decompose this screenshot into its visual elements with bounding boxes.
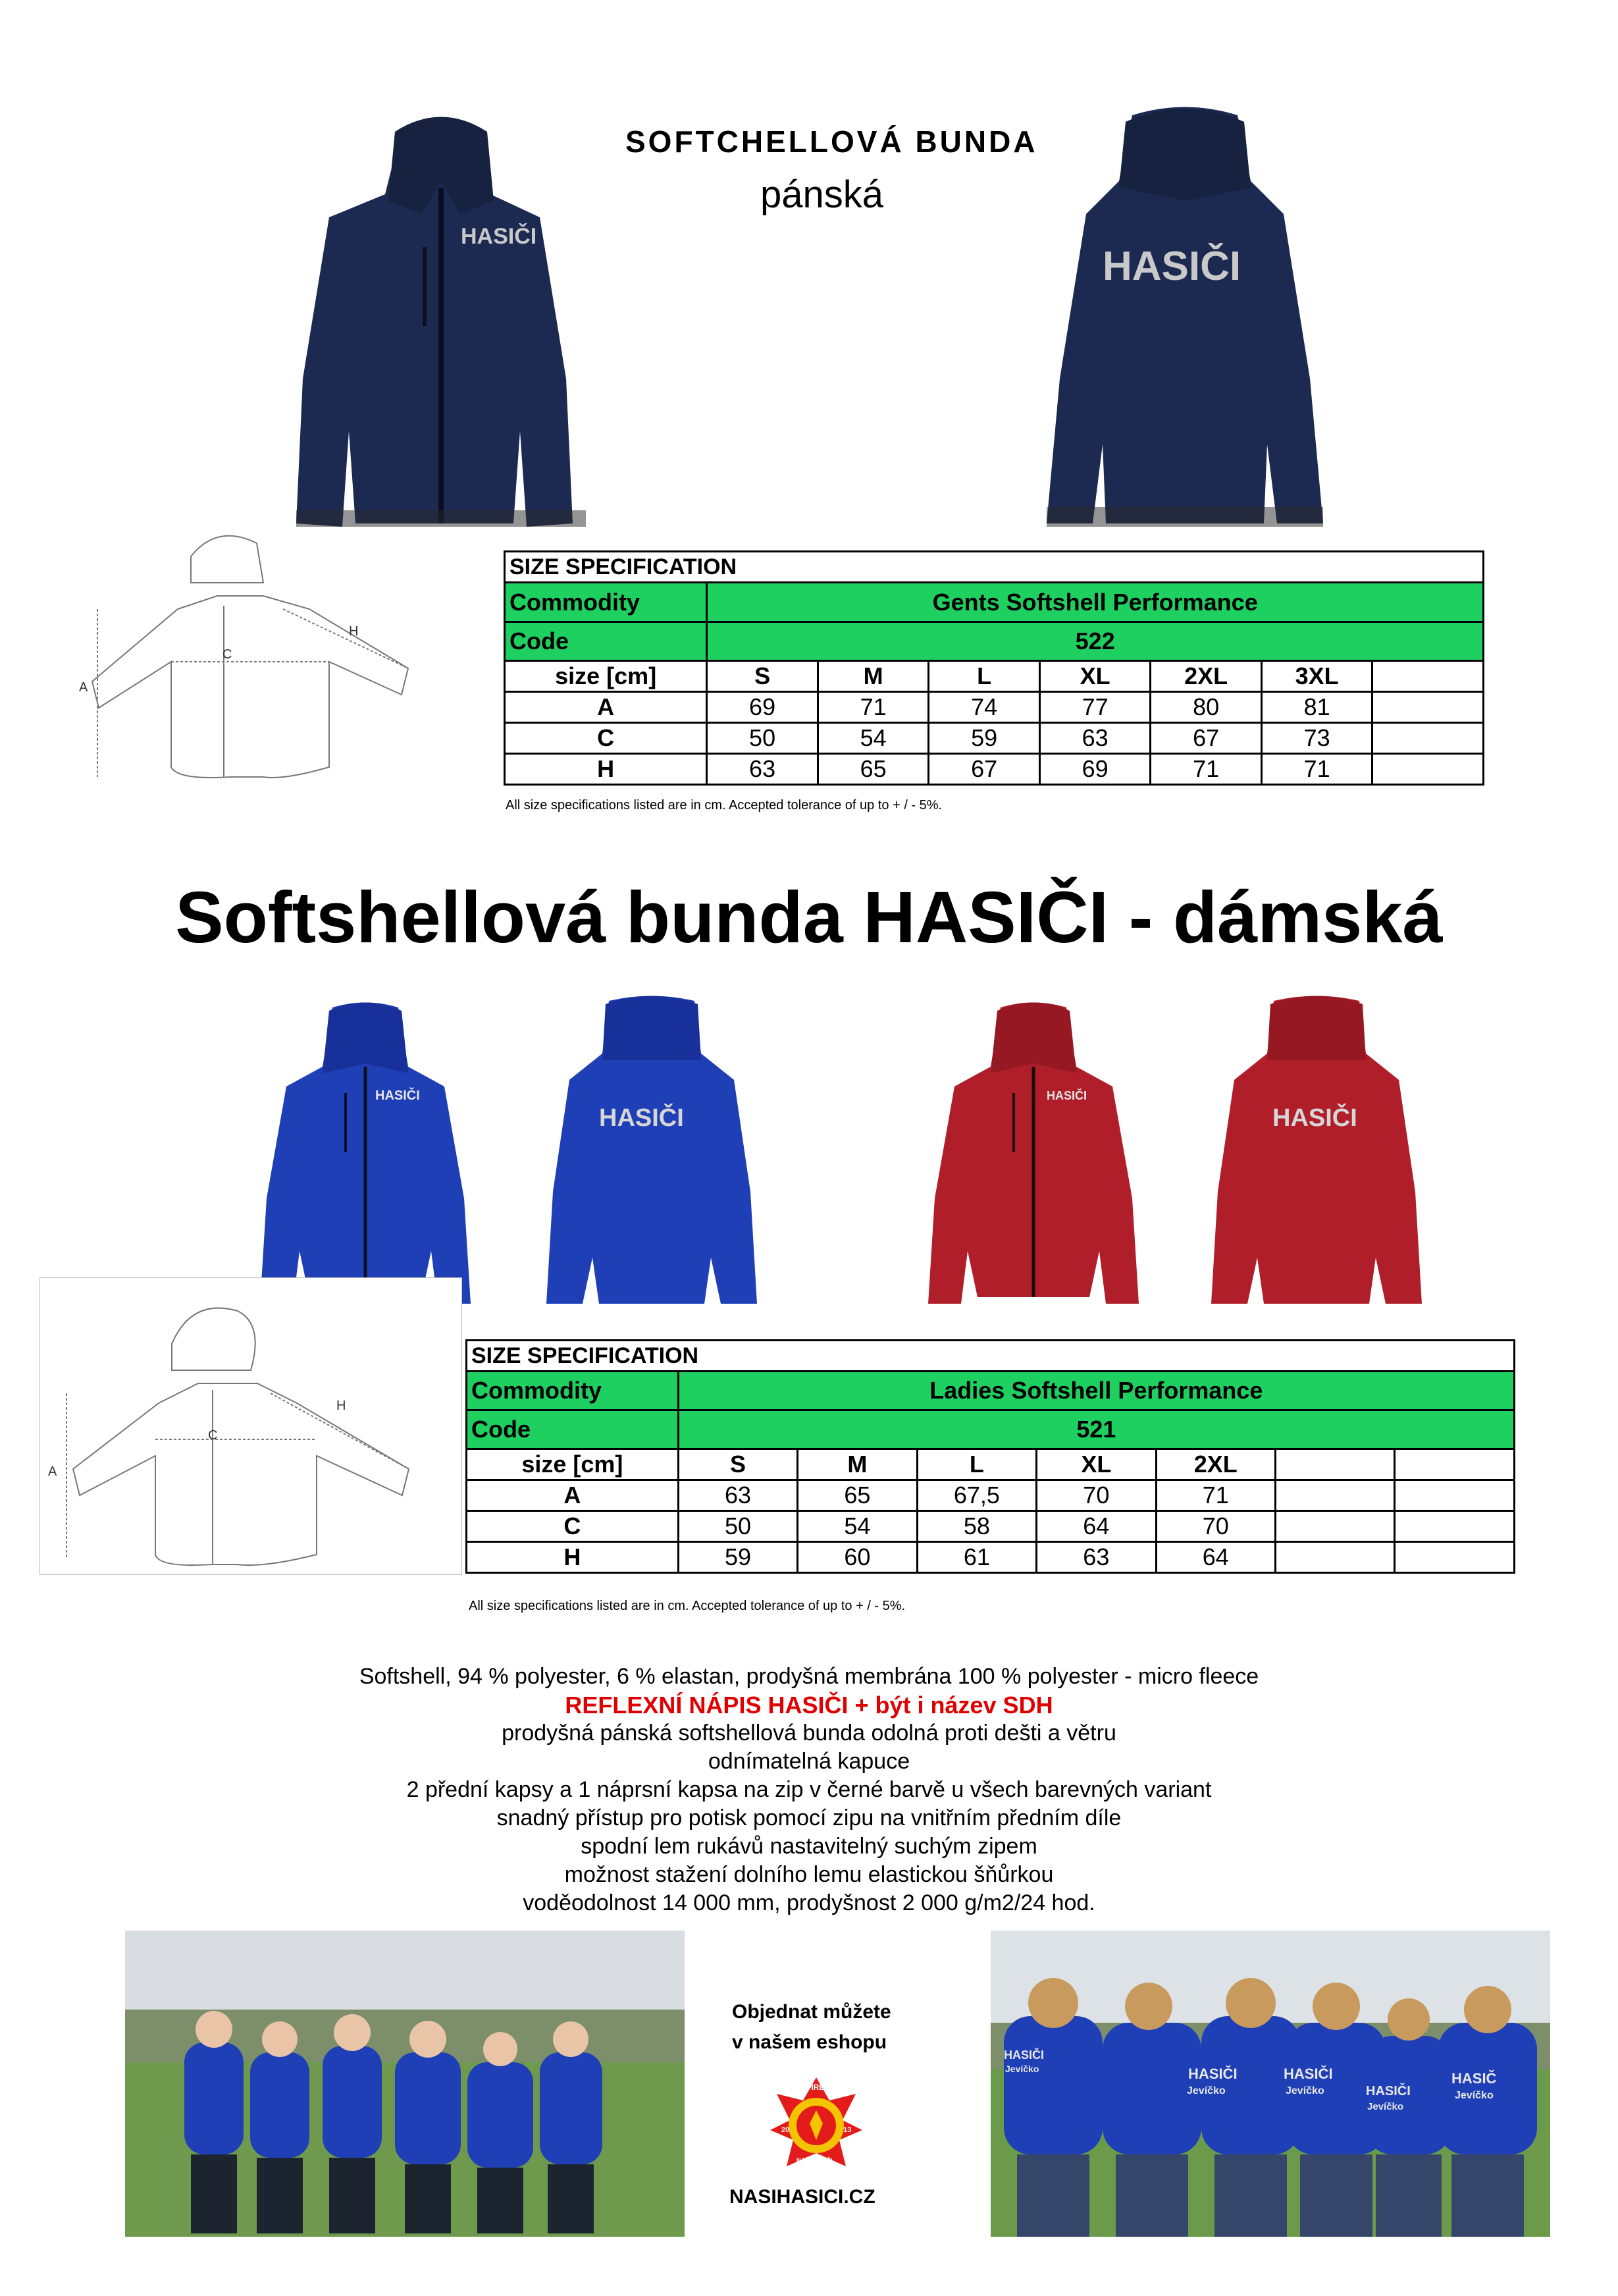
mens-subtitle: pánská — [760, 173, 884, 216]
ladies-red-back-image — [1208, 994, 1425, 1310]
mens-diagram-h: H — [349, 624, 359, 639]
desc-highlight: REFLEXNÍ NÁPIS HASIČI + být i název SDH — [565, 1692, 1053, 1719]
mens-table-note: All size specifications listed are in cm. Accepted tolerance of up to + / - 5%. — [506, 798, 943, 813]
ladies-royal-front-image — [253, 1001, 477, 1310]
table-cell: 77 — [1039, 692, 1151, 723]
ladies-title: Softshellová bunda HASIČI - dámská — [175, 877, 1443, 958]
logo-fire-text: FIRE — [806, 2083, 825, 2092]
mens-size-row — [505, 661, 1484, 692]
mens-size-3xl: 3XL — [1261, 661, 1372, 692]
table-row — [467, 1542, 1515, 1573]
mens-size-label: size [cm] — [505, 661, 707, 692]
mens-row-c-label: C — [505, 723, 707, 754]
back-sublabel: Jevíčko — [1005, 2064, 1039, 2074]
desc-line: spodní lem rukávů nastavitelný suchým zipem — [581, 1834, 1037, 1859]
ladies-empty-cell — [1395, 1449, 1515, 1480]
mens-commodity-label: Commodity — [505, 583, 707, 622]
ladies-royal-back-image — [543, 994, 760, 1310]
ladies-red-front-print: HASIČI — [1047, 1089, 1087, 1102]
mens-jacket-back-image — [1014, 102, 1356, 530]
ladies-size-row — [467, 1449, 1515, 1480]
mens-front-print: HASIČI — [461, 224, 537, 249]
table-cell — [1395, 1511, 1515, 1542]
table-cell: 65 — [818, 754, 929, 785]
order-line: v našem eshopu — [732, 2031, 887, 2053]
table-row — [467, 1480, 1515, 1511]
table-cell — [1372, 723, 1484, 754]
table-cell: 81 — [1261, 692, 1372, 723]
mens-title: SOFTCHELLOVÁ BUNDA — [625, 124, 1038, 159]
ladies-size-diagram — [39, 1277, 462, 1575]
table-cell: 59 — [929, 723, 1040, 754]
ladies-row-h-label: H — [467, 1542, 679, 1573]
back-label: HASIČI — [1284, 2066, 1333, 2082]
back-label: HASIČI — [1366, 2084, 1411, 2098]
table-cell: 54 — [798, 1511, 917, 1542]
table-row — [505, 723, 1484, 754]
table-cell: 58 — [917, 1511, 1036, 1542]
table-cell: 80 — [1151, 692, 1262, 723]
ladies-size-l: L — [917, 1449, 1036, 1480]
ladies-code-label: Code — [467, 1410, 679, 1449]
table-cell: 63 — [678, 1480, 797, 1511]
back-label: HASIČI — [1004, 2048, 1045, 2062]
table-cell: 71 — [1156, 1480, 1275, 1511]
desc-line: Softshell, 94 % polyester, 6 % elastan, prodyšná membrána 100 % polyester - micro fleece — [359, 1664, 1259, 1689]
table-row — [505, 692, 1484, 723]
product-description — [0, 1663, 1618, 1917]
mens-row-h-label: H — [505, 754, 707, 785]
table-cell: 63 — [1037, 1542, 1156, 1573]
mens-table-header: SIZE SPECIFICATION — [505, 552, 1484, 583]
ladies-size-table — [465, 1339, 1515, 1574]
order-line: Objednat můžete — [732, 2001, 891, 2023]
fire-logo[interactable] — [767, 2074, 866, 2173]
desc-line: voděodolnost 14 000 mm, prodyšnost 2 000 g/m2/24 hod. — [523, 1890, 1095, 1915]
mens-size-m: M — [818, 661, 929, 692]
desc-line: 2 přední kapsy a 1 náprsní kapsa na zip v černé barvě u všech barevných variant — [406, 1777, 1212, 1802]
ladies-size-s: S — [678, 1449, 797, 1480]
table-cell: 64 — [1156, 1542, 1275, 1573]
ladies-code-value: 521 — [678, 1410, 1514, 1449]
table-cell: 54 — [818, 723, 929, 754]
mens-size-l: L — [929, 661, 1040, 692]
ladies-size-label: size [cm] — [467, 1449, 679, 1480]
ladies-empty-cell — [1276, 1449, 1395, 1480]
table-cell: 65 — [798, 1480, 917, 1511]
ladies-red-back-print: HASIČI — [1272, 1104, 1357, 1132]
mens-code-value: 522 — [707, 622, 1484, 661]
desc-line: snadný přístup pro potisk pomocí zipu na vnitřním předním díle — [496, 1805, 1122, 1830]
table-cell: 50 — [707, 723, 818, 754]
mens-size-table — [504, 550, 1484, 786]
ladies-diagram-c: C — [208, 1428, 218, 1443]
table-cell: 70 — [1037, 1480, 1156, 1511]
table-cell: 63 — [1039, 723, 1151, 754]
ladies-size-m: M — [798, 1449, 917, 1480]
ladies-red-front-image — [922, 1001, 1145, 1310]
table-row — [467, 1511, 1515, 1542]
table-cell: 71 — [1261, 754, 1372, 785]
table-cell — [1276, 1511, 1395, 1542]
mens-commodity-value: Gents Softshell Performance — [707, 583, 1484, 622]
table-cell: 70 — [1156, 1511, 1275, 1542]
logo-number-right: 13 — [843, 2126, 852, 2134]
ladies-size-xl: XL — [1037, 1449, 1156, 1480]
table-cell: 71 — [1151, 754, 1262, 785]
mens-size-xl: XL — [1039, 661, 1151, 692]
back-sublabel: Jevíčko — [1286, 2085, 1324, 2096]
ladies-table-note: All size specifications listed are in cm. Accepted tolerance of up to + / - 5%. — [469, 1599, 906, 1613]
ladies-royal-back-print: HASIČI — [599, 1104, 684, 1132]
back-label: HASIČ — [1451, 2070, 1497, 2087]
table-cell: 74 — [929, 692, 1040, 723]
table-cell: 67 — [929, 754, 1040, 785]
mens-size-s: S — [707, 661, 818, 692]
table-cell — [1372, 692, 1484, 723]
order-text — [732, 1997, 891, 2058]
mens-size-diagram — [66, 517, 434, 807]
mens-jacket-front-image — [263, 102, 619, 530]
ladies-row-c-label: C — [467, 1511, 679, 1542]
back-sublabel: Jevíčko — [1187, 2085, 1226, 2096]
back-sublabel: Jevíčko — [1455, 2090, 1494, 2101]
table-cell: 50 — [678, 1511, 797, 1542]
mens-code-label: Code — [505, 622, 707, 661]
table-row — [505, 754, 1484, 785]
ladies-commodity-value: Ladies Softshell Performance — [678, 1372, 1514, 1410]
mens-empty-cell — [1372, 661, 1484, 692]
desc-line: odnímatelná kapuce — [708, 1749, 910, 1774]
table-cell: 73 — [1261, 723, 1372, 754]
table-cell — [1395, 1542, 1515, 1573]
ladies-table-header: SIZE SPECIFICATION — [467, 1341, 1515, 1372]
logo-naši-hasiči-text: NAŠI HASIČI — [796, 2157, 833, 2164]
table-cell — [1276, 1542, 1395, 1573]
ladies-royal-front-print: HASIČI — [375, 1088, 420, 1103]
team-back-photo — [991, 1931, 1550, 2237]
ladies-commodity-label: Commodity — [467, 1372, 679, 1410]
table-cell: 69 — [1039, 754, 1151, 785]
mens-back-print: HASIČI — [1103, 244, 1241, 289]
logo-number-left: 20 — [781, 2126, 790, 2134]
mens-row-a-label: A — [505, 692, 707, 723]
table-cell: 61 — [917, 1542, 1036, 1573]
ladies-row-a-label: A — [467, 1480, 679, 1511]
table-cell — [1372, 754, 1484, 785]
website-link[interactable]: NASIHASICI.CZ — [729, 2186, 875, 2208]
ladies-diagram-a: A — [48, 1464, 57, 1479]
table-cell: 63 — [707, 754, 818, 785]
table-cell: 59 — [678, 1542, 797, 1573]
table-cell: 69 — [707, 692, 818, 723]
table-cell — [1395, 1480, 1515, 1511]
table-cell: 71 — [818, 692, 929, 723]
mens-diagram-a: A — [79, 680, 88, 695]
back-sublabel: Jevíčko — [1367, 2101, 1404, 2112]
table-cell: 60 — [798, 1542, 917, 1573]
team-front-photo — [125, 1931, 685, 2237]
ladies-size-2xl: 2XL — [1156, 1449, 1275, 1480]
table-cell: 67,5 — [917, 1480, 1036, 1511]
ladies-diagram-h: H — [336, 1399, 346, 1413]
mens-diagram-c: C — [222, 647, 232, 662]
back-label: HASIČI — [1188, 2066, 1238, 2082]
table-cell: 64 — [1037, 1511, 1156, 1542]
desc-line: možnost stažení dolního lemu elastickou šňůrkou — [564, 1862, 1054, 1887]
desc-line: prodyšná pánská softshellová bunda odolná proti dešti a větru — [502, 1721, 1116, 1746]
mens-size-2xl: 2XL — [1151, 661, 1262, 692]
table-cell — [1276, 1480, 1395, 1511]
table-cell: 67 — [1151, 723, 1262, 754]
